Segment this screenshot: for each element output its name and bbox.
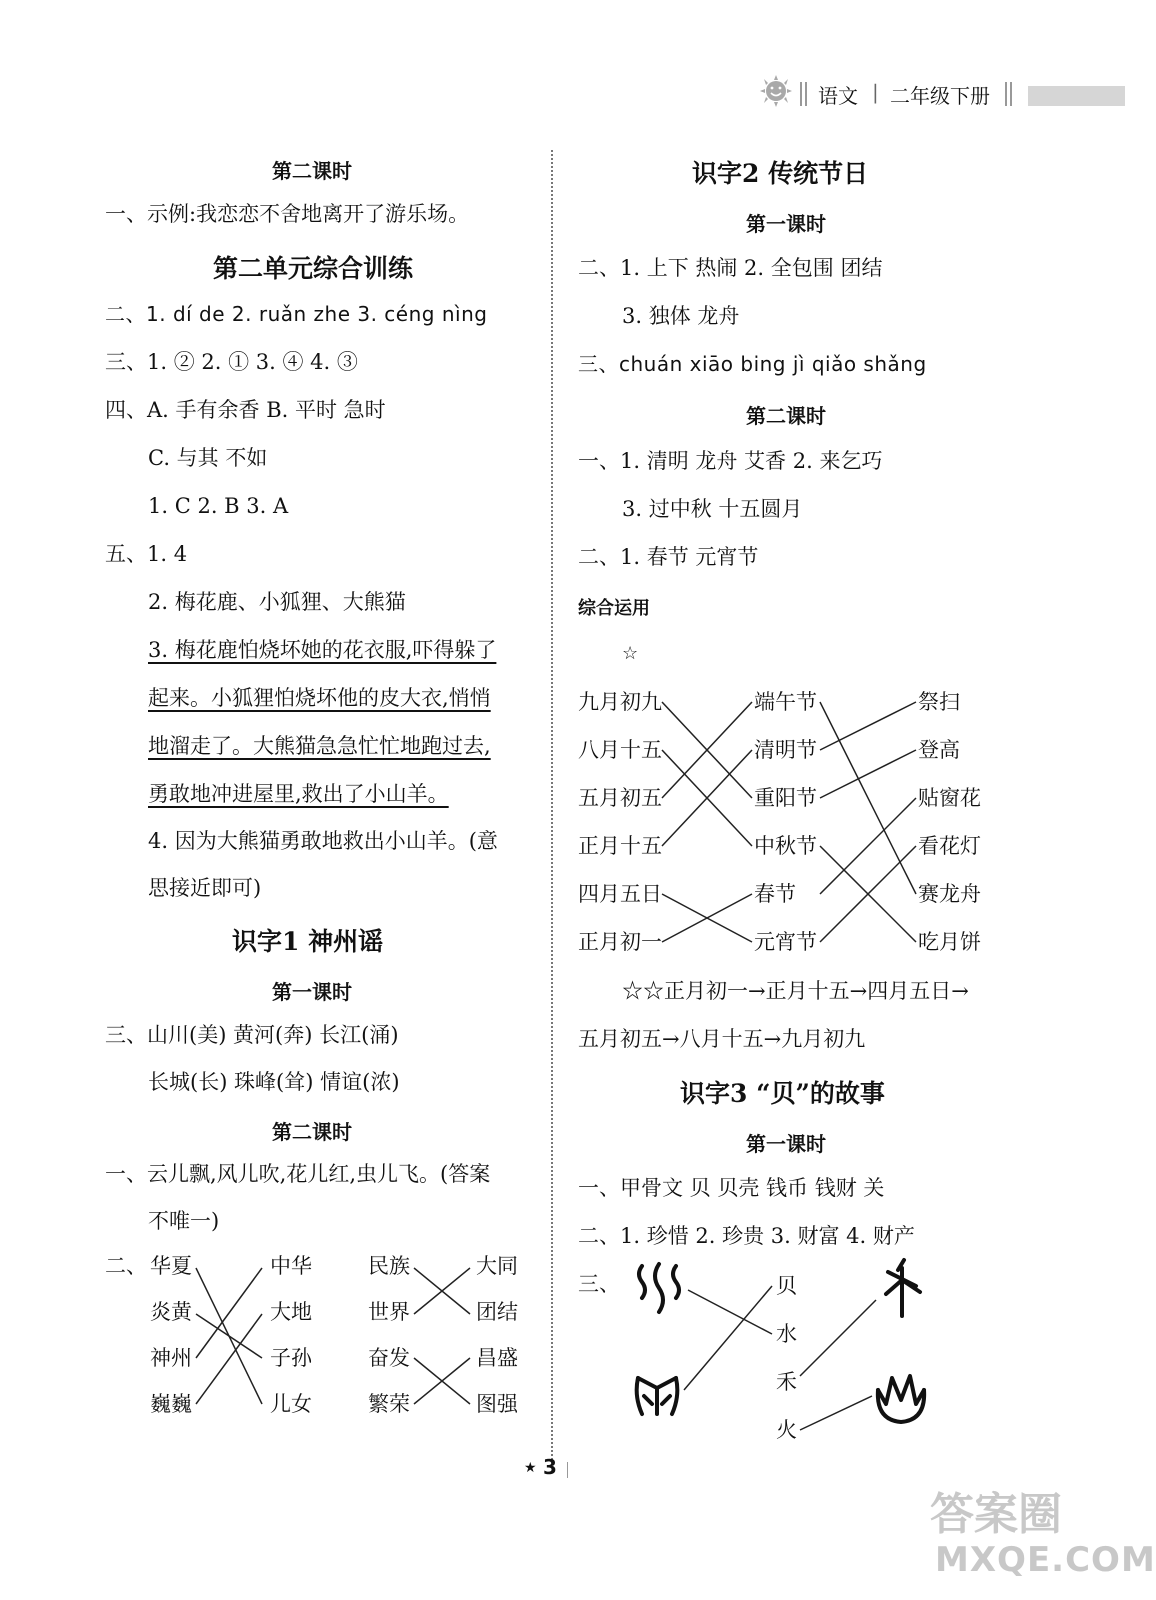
question-number: 二、 [105, 1254, 147, 1278]
festival-item: 春节 [754, 882, 796, 906]
match-item: 神州 [150, 1346, 192, 1370]
question-number: 三、 [578, 1272, 620, 1296]
lesson-heading: 第二课时 [272, 1120, 352, 1144]
lesson-title: 识字2 传统节日 [692, 159, 869, 188]
glyph-word: 贝 [776, 1274, 797, 1298]
answer-line: 三、1. ② 2. ① 3. ④ 4. ③ [105, 350, 358, 374]
header-sep: | [872, 80, 879, 104]
glyph-word: 火 [776, 1418, 797, 1442]
date-item: 正月十五 [578, 834, 662, 858]
festival-item: 清明节 [754, 738, 817, 762]
date-item: 八月十五 [578, 738, 662, 762]
underlined-answer: 勇敢地冲进屋里,救出了小山羊。 [148, 782, 449, 806]
answer-line: 思接近即可) [148, 876, 262, 900]
header-subject: 语文 [818, 84, 858, 108]
lesson-heading: 第二课时 [746, 404, 826, 428]
lesson-title: 识字3 “贝”的故事 [680, 1079, 885, 1108]
date-item: 正月初一 [578, 930, 662, 954]
match-item: 图强 [476, 1392, 518, 1416]
answer-line: 3. 过中秋 十五圆月 [622, 497, 803, 521]
answer-line: 一、云儿飘,风儿吹,花儿红,虫儿飞。(答案 [105, 1162, 491, 1186]
answer-line: 二、1. dí de 2. ruǎn zhe 3. céng nìng [105, 302, 488, 326]
sun-logo-icon [758, 74, 794, 108]
match-item: 大同 [476, 1254, 518, 1278]
match-item: 民族 [368, 1254, 410, 1278]
lesson-heading: 第一课时 [746, 212, 826, 236]
column-divider [551, 150, 553, 1460]
glyph-word: 水 [776, 1322, 797, 1346]
match-item: 大地 [270, 1300, 312, 1324]
answer-line: 4. 因为大熊猫勇敢地救出小山羊。(意 [148, 829, 498, 853]
oracle-water-glyph-icon [634, 1262, 684, 1314]
header-separator [800, 82, 807, 106]
answer-line: 五月初五→八月十五→九月初九 [578, 1027, 866, 1051]
page-number: 3 [543, 1455, 557, 1479]
date-item: 五月初五 [578, 786, 662, 810]
answer-line: 二、1. 春节 元宵节 [578, 545, 759, 569]
match-item: 炎黄 [150, 1300, 192, 1324]
match-item: 繁荣 [368, 1392, 410, 1416]
custom-item: 赛龙舟 [918, 882, 981, 906]
answer-line: 二、1. 上下 热闹 2. 全包围 团结 [578, 256, 883, 280]
lesson-title: 识字1 神州谣 [232, 927, 384, 956]
answer-line: 不唯一) [148, 1209, 220, 1233]
match-item: 世界 [368, 1300, 410, 1324]
answer-line: 1. C 2. B 3. A [148, 494, 289, 518]
match-item: 华夏 [150, 1254, 192, 1278]
festival-item: 重阳节 [754, 786, 817, 810]
lesson-heading: 第一课时 [746, 1132, 826, 1156]
date-item: 九月初九 [578, 690, 662, 714]
header-separator-2 [1005, 82, 1012, 106]
custom-item: 祭扫 [918, 690, 960, 714]
answer-line: 四、A. 手有余香 B. 平时 急时 [105, 398, 386, 422]
answer-line: 一、甲骨文 贝 贝壳 钱币 钱财 关 [578, 1176, 885, 1200]
oracle-grain-glyph-icon [880, 1258, 924, 1318]
header-grade: 二年级下册 [890, 84, 990, 108]
answer-line: C. 与其 不如 [148, 446, 268, 470]
answer-line: 二、1. 珍惜 2. 珍贵 3. 财富 4. 财产 [578, 1224, 915, 1248]
unit-title: 第二单元综合训练 [213, 254, 414, 283]
underlined-answer: 3. 梅花鹿怕烧坏她的花衣服,吓得躲了 [148, 638, 497, 662]
custom-item: 看花灯 [918, 834, 981, 858]
custom-item: 贴窗花 [918, 786, 981, 810]
festival-item: 中秋节 [754, 834, 817, 858]
match-item: 儿女 [270, 1392, 312, 1416]
answer-line: 3. 独体 龙舟 [622, 304, 740, 328]
custom-item: 登高 [918, 738, 960, 762]
custom-item: 吃月饼 [918, 930, 981, 954]
answer-line [148, 636, 496, 664]
star-mark: ☆ [622, 643, 639, 664]
answer-line: 一、示例:我恋恋不舍地离开了游乐场。 [105, 202, 470, 226]
match-item: 子孙 [270, 1346, 312, 1370]
festival-item: 端午节 [754, 690, 817, 714]
answer-line: 2. 梅花鹿、小狐狸、大熊猫 [148, 590, 406, 614]
header-bar [1028, 86, 1125, 106]
answer-line: 长城(长) 珠峰(耸) 情谊(浓) [148, 1070, 400, 1094]
watermark-text: 答案圈 [930, 1489, 1062, 1540]
underlined-answer: 起来。小狐狸怕烧坏他的皮大衣,悄悄 [148, 686, 491, 710]
answer-line: 五、1. 4 [105, 542, 188, 566]
match-item: 巍巍 [150, 1392, 192, 1416]
festival-item: 元宵节 [754, 930, 817, 954]
match-item: 昌盛 [476, 1346, 518, 1370]
answer-line: 三、山川(美) 黄河(奔) 长江(涌) [105, 1023, 399, 1047]
oracle-shell-glyph-icon [632, 1374, 682, 1418]
watermark-url: MXQE.COM [935, 1540, 1156, 1580]
lesson-heading: 第二课时 [272, 159, 352, 183]
underlined-answer: 地溜走了。大熊猫急急忙忙地跑过去, [148, 734, 491, 758]
match-item: 中华 [270, 1254, 312, 1278]
glyph-word: 禾 [776, 1370, 797, 1394]
date-item: 四月五日 [578, 882, 662, 906]
section-heading: 综合运用 [578, 598, 650, 619]
oracle-fire-glyph-icon [872, 1370, 930, 1426]
match-item: 奋发 [368, 1346, 410, 1370]
match-item: 团结 [476, 1300, 518, 1324]
star-icon: ★ [524, 1460, 537, 1476]
footer-tick [567, 1462, 568, 1478]
answer-line: 一、1. 清明 龙舟 艾香 2. 来乞巧 [578, 449, 883, 473]
answer-line: ☆☆正月初一→正月十五→四月五日→ [622, 979, 969, 1003]
answer-line: 三、chuán xiāo bing jì qiǎo shǎng [578, 352, 927, 376]
lesson-heading: 第一课时 [272, 980, 352, 1004]
